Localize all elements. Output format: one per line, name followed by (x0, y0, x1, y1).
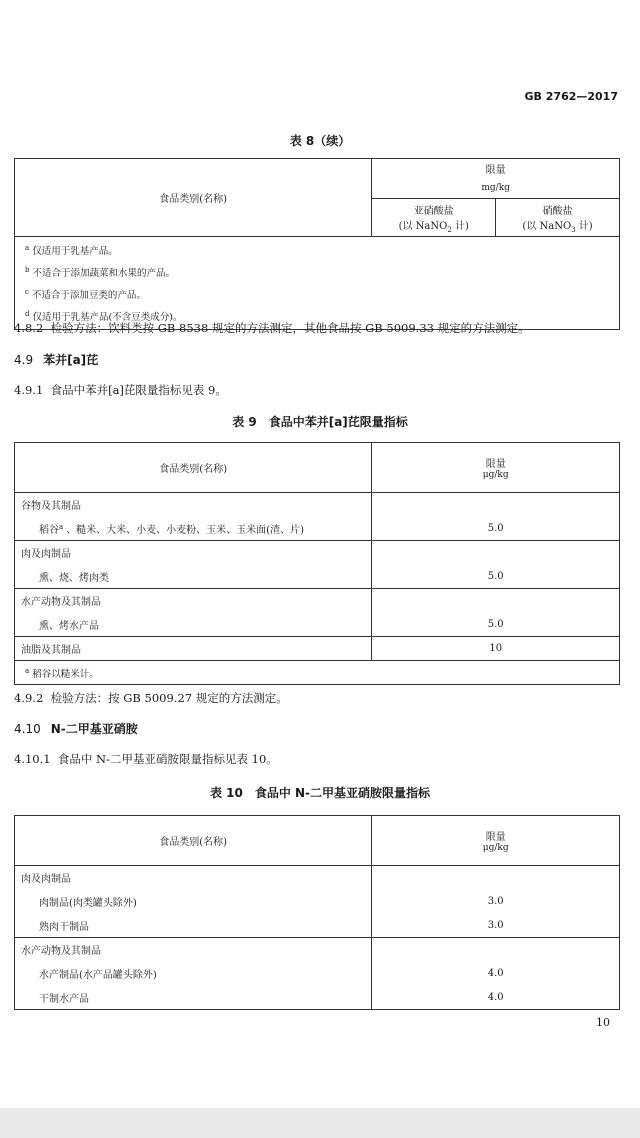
standard-number: GB 2762—2017 (524, 90, 618, 103)
table8-unit: mg/kg (372, 179, 620, 199)
table-cell-value: 5.0 (372, 613, 620, 637)
table9-limit-header: 限量 μg/kg (372, 443, 620, 493)
section-4-9-heading: 4.9 苯并[a]芘 (14, 353, 99, 367)
footnote-a: $^a$ 仅适用于乳基产品。 (25, 244, 118, 257)
section-4-8-2 (14, 320, 530, 336)
table8-nitrite-header (372, 199, 496, 237)
table10-category-header: 食品类别(名称) (15, 816, 372, 866)
section-4-9-1: 4.9.1 食品中苯并[a]芘限量指标见表 9。 (14, 383, 227, 397)
table-row: 熟肉干制品 (15, 914, 372, 938)
footnote-b: $^b$ 不适合于添加蔬菜和水果的产品。 (25, 266, 175, 279)
table8-nitrate-header (496, 199, 620, 237)
page-number: 10 (596, 1016, 610, 1029)
table10-caption: 表 10 食品中 N-二甲基亚硝胺限量指标 (209, 786, 431, 800)
table8-caption: 表 8（续） (289, 134, 351, 148)
table-row: 谷物及其制品 (15, 493, 372, 517)
table-row: 熏、烧、烤肉类 (15, 565, 372, 589)
table-cell-value: 3.0 (372, 914, 620, 938)
table8-category-header: 食品类别(名称) (15, 159, 372, 237)
section-4-10-1: 4.10.1 食品中 N-二甲基亚硝胺限量指标见表 10。 (14, 752, 278, 766)
table-cell-value: 4.0 (372, 986, 620, 1010)
nitrite-name: 亚硝酸盐 (413, 205, 454, 217)
nitrate-name: 硝酸盐 (542, 205, 573, 217)
nitrite-basis: (以 NaNO$_2$ 计) (398, 220, 469, 234)
table10-limit-header: 限量 μg/kg (372, 816, 620, 866)
nitrate-basis: (以 NaNO$_3$ 计) (522, 220, 593, 234)
table9-category-header: 食品类别(名称) (15, 443, 372, 493)
table-cell-value: 3.0 (372, 890, 620, 914)
table10 (14, 815, 620, 1010)
table9-footnote: $^a$ 稻谷以糙米计。 (15, 661, 620, 685)
table-row: 肉制品(肉类罐头除外) (15, 890, 372, 914)
table8 (14, 158, 620, 330)
table8-limit-header: 限量 (372, 159, 620, 179)
table-row: 油脂及其制品 (15, 637, 372, 661)
section-4-10-heading: 4.10 N-二甲基亚硝胺 (14, 722, 138, 736)
table-cell-value: 4.0 (372, 962, 620, 986)
table8-footnotes (15, 237, 620, 330)
table9-caption: 表 9 食品中苯并[a]芘限量指标 (232, 415, 408, 429)
table-row: 水产制品(水产品罐头除外) (15, 962, 372, 986)
table-cell-value: 10 (372, 637, 620, 661)
table-row: 稻谷$^a$ 、糙米、大米、小麦、小麦粉、玉米、玉米面(渣、片) (15, 517, 372, 541)
footnote-d: $^d$ 仅适用于乳基产品(不含豆类成分)。 (25, 310, 183, 323)
bottom-bar (0, 1108, 640, 1138)
table9 (14, 442, 620, 685)
table-row: 肉及肉制品 (15, 541, 372, 565)
footnote-c: $^c$ 不适合于添加豆类的产品。 (25, 288, 146, 301)
table-row: 熏、烤水产品 (15, 613, 372, 637)
section-number: 4.8.2 (14, 321, 44, 335)
section-4-9-2: 4.9.2 检验方法：按 GB 5009.27 规定的方法测定。 (14, 691, 288, 705)
table-cell-value: 5.0 (372, 565, 620, 589)
table-cell-value: 5.0 (372, 517, 620, 541)
table-row: 水产动物及其制品 (15, 938, 372, 962)
table-row: 水产动物及其制品 (15, 589, 372, 613)
section-text: 检验方法：饮料类按 GB 8538 规定的方法测定，其他食品按 GB 5009.33 规定的方法测定。 (50, 321, 530, 335)
table-row: 干制水产品 (15, 986, 372, 1010)
table-row: 肉及肉制品 (15, 866, 372, 890)
